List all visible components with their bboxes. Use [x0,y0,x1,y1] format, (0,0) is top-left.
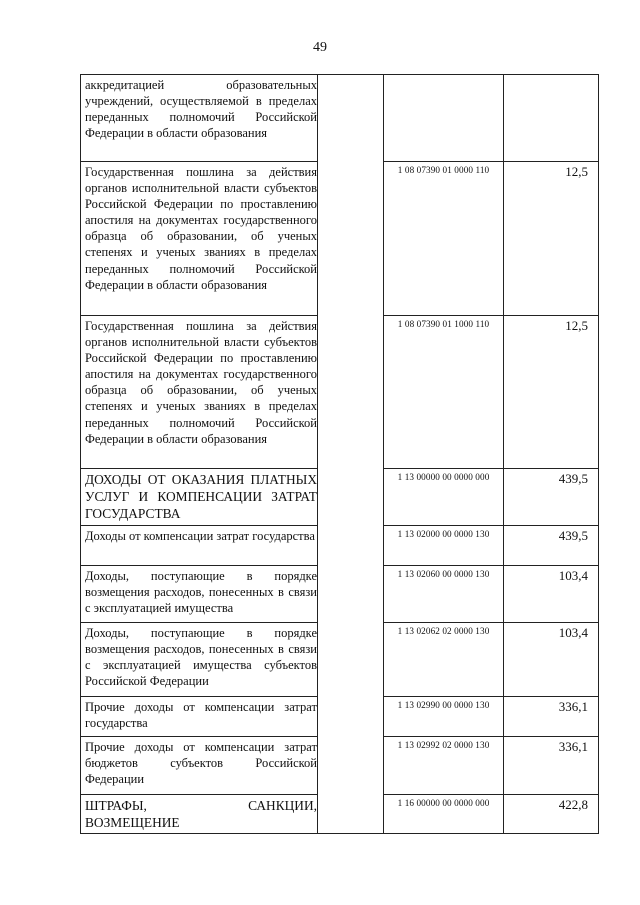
table-row [81,469,599,526]
gap-column [318,737,384,795]
row-code: 1 16 00000 00 0000 000 [384,795,504,834]
row-value: 336,1 [504,737,599,795]
row-code: 1 13 02990 00 0000 130 [384,697,504,737]
gap-column [318,162,384,316]
row-code [384,75,504,162]
table-row [81,795,599,834]
gap-column [318,75,384,162]
table-row [81,697,599,737]
gap-column [318,566,384,623]
table-row [81,623,599,697]
row-code: 1 08 07390 01 1000 110 [384,316,504,469]
gap-column [318,697,384,737]
row-name: ДОХОДЫ ОТ ОКАЗАНИЯ ПЛАТНЫХ УСЛУГ И КОМПЕНСАЦИИ ЗАТРАТ ГОСУДАРСТВА [81,469,318,526]
row-name: Государственная пошлина за действия органов исполнительной власти субъектов Российской Федерации по проставлению апостиля на документах государственного образца об образовании, об ученых степенях и ученых званиях в пределах переданных полномочий Российской Федерации в области образования [81,316,318,469]
row-value: 12,5 [504,316,599,469]
row-value: 103,4 [504,623,599,697]
row-value: 12,5 [504,162,599,316]
table-row [81,162,599,316]
row-value: 103,4 [504,566,599,623]
table-row [81,566,599,623]
row-code: 1 13 02060 00 0000 130 [384,566,504,623]
row-name: Доходы от компенсации затрат государства [81,526,318,566]
table-row [81,737,599,795]
row-name: Доходы, поступающие в порядке возмещения расходов, понесенных в связи с эксплуатацией имущества субъектов Российской Федерации [81,623,318,697]
row-value: 439,5 [504,469,599,526]
page-number: 49 [313,40,327,55]
row-code: 1 13 02992 02 0000 130 [384,737,504,795]
row-name: Прочие доходы от компенсации затрат государства [81,697,318,737]
row-code: 1 13 00000 00 0000 000 [384,469,504,526]
row-name: Прочие доходы от компенсации затрат бюджетов субъектов Российской Федерации [81,737,318,795]
row-name: ШТРАФЫ, САНКЦИИ, ВОЗМЕЩЕНИЕ [81,795,318,834]
gap-column [318,795,384,834]
row-name: Государственная пошлина за действия органов исполнительной власти субъектов Российской Федерации по проставлению апостиля на документах государственного образца об образовании, об ученых степенях и ученых званиях в пределах переданных полномочий Российской Федерации в области образования [81,162,318,316]
row-value: 422,8 [504,795,599,834]
gap-column [318,526,384,566]
row-value: 439,5 [504,526,599,566]
row-name: Доходы, поступающие в порядке возмещения расходов, понесенных в связи с эксплуатацией имущества [81,566,318,623]
gap-column [318,316,384,469]
table-row [81,75,599,162]
row-code: 1 13 02000 00 0000 130 [384,526,504,566]
table-row [81,526,599,566]
row-code: 1 08 07390 01 0000 110 [384,162,504,316]
row-value [504,75,599,162]
gap-column [318,623,384,697]
revenue-table [80,74,599,834]
table-row [81,316,599,469]
row-code: 1 13 02062 02 0000 130 [384,623,504,697]
row-value: 336,1 [504,697,599,737]
gap-column [318,469,384,526]
row-name: аккредитацией образовательных учреждений, осуществляемой в пределах переданных полномочий Российской Федерации в области образования [81,75,318,162]
